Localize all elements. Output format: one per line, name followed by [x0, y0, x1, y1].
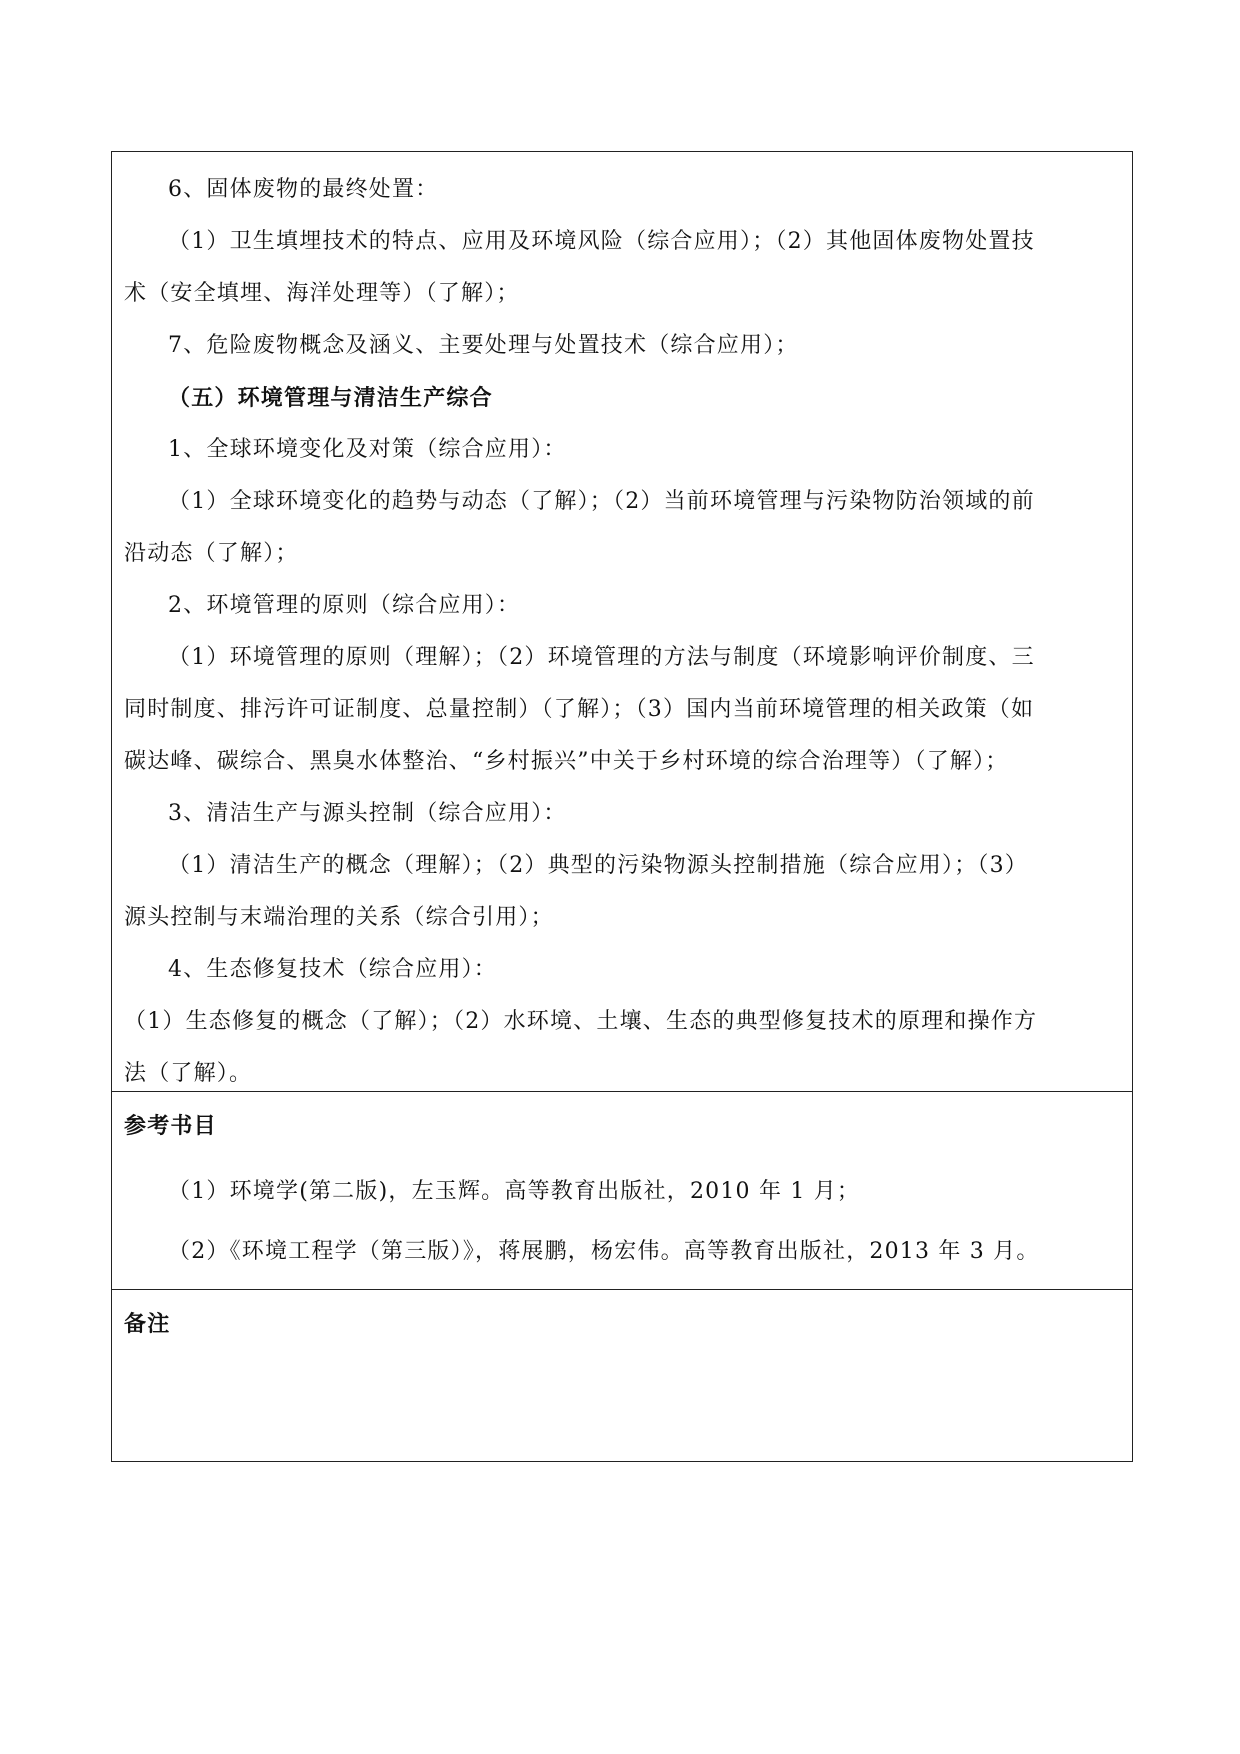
item-heading: 4、生态修复技术（综合应用）： [168, 957, 497, 982]
item-detail: （1）清洁生产的概念（理解）；（2）典型的污染物源头控制措施（综合应用）；（3） [168, 853, 1028, 878]
item-detail: （1）生态修复的概念（了解）；（2）水环境、土壤、生态的典型修复技术的原理和操作方 [124, 1009, 1038, 1034]
item-detail-continued: 法（了解）。 [124, 1061, 253, 1086]
references-list [124, 1162, 1120, 1282]
item-detail-continued: 同时制度、排污许可证制度、总量控制）（了解）；（3）国内当前环境管理的相关政策（如 [124, 697, 1035, 722]
item-heading: 7、危险废物概念及涵义、主要处理与处置技术（综合应用）； [168, 333, 799, 358]
syllabus-table [111, 151, 1133, 1462]
content-cell [112, 152, 1132, 1092]
notes-heading: 备注 [124, 1311, 171, 1337]
item-heading: 2、环境管理的原则（综合应用）： [168, 593, 521, 618]
reference-item: （1）环境学(第二版)，左玉辉。高等教育出版社，2010 年 1 月； [168, 1179, 861, 1204]
item-heading: 1、全球环境变化及对策（综合应用）： [168, 437, 567, 462]
item-detail-continued: 碳达峰、碳综合、黑臭水体整治、“乡村振兴”中关于乡村环境的综合治理等）（了解）； [124, 749, 1009, 774]
item-detail-continued: 术（安全填埋、海洋处理等）（了解）； [124, 281, 520, 306]
item-detail-continued: 源头控制与末端治理的关系（综合引用）； [124, 905, 554, 930]
reference-item: （2）《环境工程学（第三版）》，蒋展鹏，杨宏伟。高等教育出版社，2013 年 3 月。 [168, 1239, 1040, 1264]
section-heading: （五）环境管理与清洁生产综合 [168, 385, 493, 411]
references-heading: 参考书目 [124, 1113, 217, 1139]
item-heading: 3、清洁生产与源头控制（综合应用）： [168, 801, 567, 826]
item-detail-continued: 沿动态（了解）； [124, 541, 299, 566]
item-detail: （1）环境管理的原则（理解）；（2）环境管理的方法与制度（环境影响评价制度、三 [168, 645, 1035, 670]
references-cell [112, 1092, 1132, 1290]
item-detail: （1）卫生填埋技术的特点、应用及环境风险（综合应用）；（2）其他固体废物处置技 [168, 229, 1035, 254]
item-detail: （1）全球环境变化的趋势与动态（了解）；（2）当前环境管理与污染物防治领域的前 [168, 489, 1035, 514]
notes-cell [112, 1290, 1132, 1461]
item-heading: 6、固体废物的最终处置： [168, 177, 439, 202]
